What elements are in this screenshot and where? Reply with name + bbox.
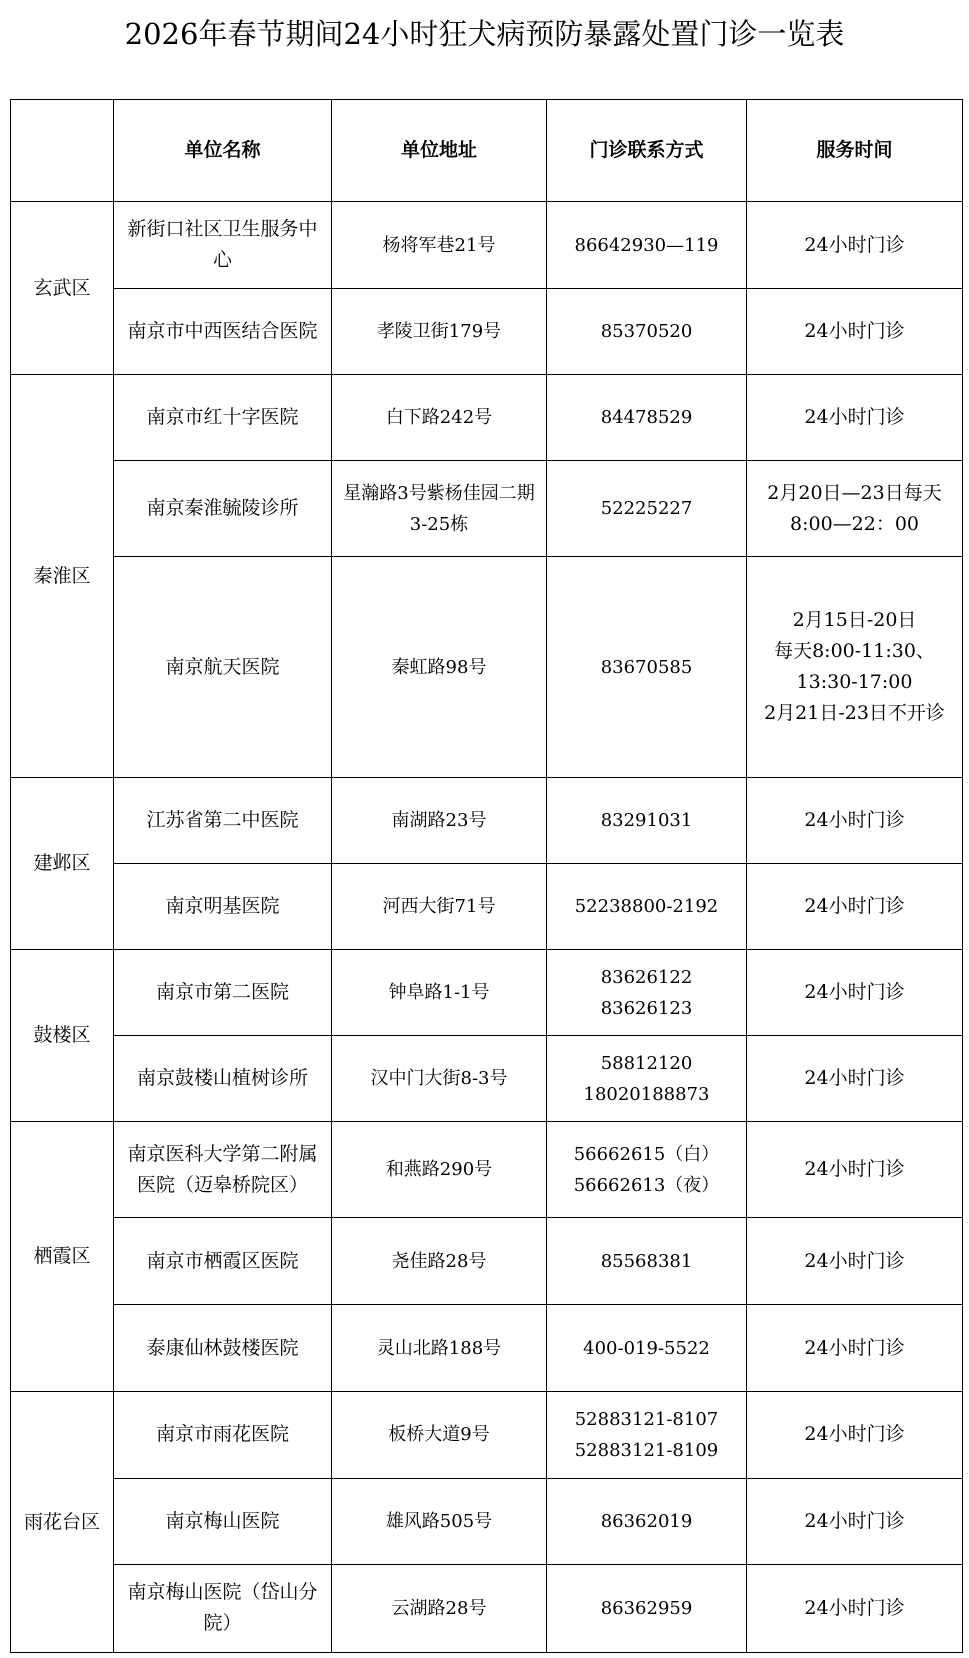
table-row bbox=[11, 461, 963, 557]
table-row bbox=[11, 202, 963, 289]
service-time-line: 24小时门诊 bbox=[804, 1067, 905, 1090]
unit-address-cell: 秦虹路98号 bbox=[332, 557, 547, 778]
clinic-table bbox=[10, 99, 963, 1653]
unit-name-cell: 南京市红十字医院 bbox=[114, 375, 332, 461]
service-time-line: 24小时门诊 bbox=[804, 1509, 905, 1532]
contact-cell bbox=[547, 1036, 747, 1122]
contact-number: 52238800-2192 bbox=[574, 896, 719, 918]
unit-name-cell: 新街口社区卫生服务中心 bbox=[114, 202, 332, 289]
contact-number: 83291031 bbox=[600, 810, 693, 832]
unit-name-cell: 南京秦淮毓陵诊所 bbox=[114, 461, 332, 557]
unit-address-cell: 尧佳路28号 bbox=[332, 1218, 547, 1305]
service-time-line: 2月15日-20日 bbox=[792, 609, 917, 632]
unit-name-cell: 南京梅山医院 bbox=[114, 1478, 332, 1564]
service-time-cell bbox=[747, 1218, 963, 1305]
service-time-line: 2月21日-23日不开诊 bbox=[764, 702, 945, 725]
table-row bbox=[11, 1478, 963, 1564]
service-time-cell bbox=[747, 289, 963, 375]
service-time-line: 24小时门诊 bbox=[804, 1158, 905, 1181]
service-time-cell bbox=[747, 1564, 963, 1652]
table-row bbox=[11, 1564, 963, 1652]
unit-address-cell: 汉中门大街8-3号 bbox=[332, 1036, 547, 1122]
service-time-line: 24小时门诊 bbox=[804, 1336, 905, 1359]
service-time-cell bbox=[747, 557, 963, 778]
district-cell: 鼓楼区 bbox=[11, 950, 114, 1122]
service-time-line: 每天8:00-11:30、13:30-17:00 bbox=[774, 640, 935, 694]
header-row bbox=[11, 100, 963, 202]
service-time-cell bbox=[747, 375, 963, 461]
contact-number: 52883121-8107 bbox=[574, 1408, 719, 1430]
service-time-cell bbox=[747, 202, 963, 289]
contact-cell bbox=[547, 1392, 747, 1478]
contact-number: 85370520 bbox=[600, 321, 693, 343]
contact-number: 52883121-8109 bbox=[574, 1439, 719, 1461]
table-row bbox=[11, 778, 963, 864]
unit-name-cell: 江苏省第二中医院 bbox=[114, 778, 332, 864]
unit-name-cell: 南京市中西医结合医院 bbox=[114, 289, 332, 375]
table-row bbox=[11, 375, 963, 461]
unit-address-cell: 孝陵卫街179号 bbox=[332, 289, 547, 375]
contact-number: 83626122 bbox=[600, 966, 693, 988]
service-time-line: 24小时门诊 bbox=[804, 320, 905, 343]
header-district bbox=[11, 100, 114, 202]
contact-number: 86362019 bbox=[600, 1510, 693, 1532]
unit-address-cell: 灵山北路188号 bbox=[332, 1305, 547, 1392]
header-unit-address: 单位地址 bbox=[332, 100, 547, 202]
contact-cell bbox=[547, 778, 747, 864]
header-service-time: 服务时间 bbox=[747, 100, 963, 202]
contact-number: 85568381 bbox=[600, 1250, 693, 1272]
unit-address-cell: 雄风路505号 bbox=[332, 1478, 547, 1564]
header-contact: 门诊联系方式 bbox=[547, 100, 747, 202]
contact-number: 86362959 bbox=[600, 1597, 693, 1619]
service-time-line: 2月20日—23日每天8:00—22：00 bbox=[767, 481, 942, 535]
contact-number: 56662615（白） bbox=[573, 1143, 720, 1165]
service-time-line: 24小时门诊 bbox=[804, 809, 905, 832]
contact-cell bbox=[547, 1478, 747, 1564]
contact-cell bbox=[547, 202, 747, 289]
unit-name-cell: 南京市第二医院 bbox=[114, 950, 332, 1036]
unit-address-cell: 钟阜路1-1号 bbox=[332, 950, 547, 1036]
unit-name-cell: 南京医科大学第二附属医院（迈皋桥院区） bbox=[114, 1122, 332, 1218]
table-row bbox=[11, 1036, 963, 1122]
table-row bbox=[11, 864, 963, 950]
contact-number: 86642930—119 bbox=[574, 234, 719, 256]
district-cell: 秦淮区 bbox=[11, 375, 114, 778]
service-time-line: 24小时门诊 bbox=[804, 1596, 905, 1619]
contact-cell bbox=[547, 461, 747, 557]
service-time-cell bbox=[747, 864, 963, 950]
unit-address-cell: 白下路242号 bbox=[332, 375, 547, 461]
service-time-cell bbox=[747, 1478, 963, 1564]
service-time-cell bbox=[747, 1122, 963, 1218]
unit-name-cell: 泰康仙林鼓楼医院 bbox=[114, 1305, 332, 1392]
service-time-line: 24小时门诊 bbox=[804, 1249, 905, 1272]
service-time-cell bbox=[747, 461, 963, 557]
contact-number: 56662613（夜） bbox=[573, 1174, 720, 1196]
table-row bbox=[11, 289, 963, 375]
service-time-line: 24小时门诊 bbox=[804, 895, 905, 918]
unit-address-cell: 南湖路23号 bbox=[332, 778, 547, 864]
contact-number: 18020188873 bbox=[583, 1083, 710, 1105]
contact-cell bbox=[547, 375, 747, 461]
contact-number: 52225227 bbox=[600, 498, 693, 520]
unit-address-cell: 板桥大道9号 bbox=[332, 1392, 547, 1478]
unit-name-cell: 南京市栖霞区医院 bbox=[114, 1218, 332, 1305]
contact-cell bbox=[547, 1564, 747, 1652]
contact-cell bbox=[547, 289, 747, 375]
unit-address-cell: 河西大街71号 bbox=[332, 864, 547, 950]
unit-name-cell: 南京鼓楼山植树诊所 bbox=[114, 1036, 332, 1122]
contact-cell bbox=[547, 950, 747, 1036]
header-unit-name: 单位名称 bbox=[114, 100, 332, 202]
table-body bbox=[11, 202, 963, 1653]
unit-address-cell: 杨将军巷21号 bbox=[332, 202, 547, 289]
unit-name-cell: 南京航天医院 bbox=[114, 557, 332, 778]
service-time-cell bbox=[747, 1305, 963, 1392]
district-cell: 玄武区 bbox=[11, 202, 114, 375]
contact-number: 84478529 bbox=[600, 407, 693, 429]
district-cell: 建邺区 bbox=[11, 778, 114, 950]
service-time-line: 24小时门诊 bbox=[804, 981, 905, 1004]
table-row bbox=[11, 557, 963, 778]
contact-number: 58812120 bbox=[600, 1052, 693, 1074]
unit-address-cell: 星瀚路3号紫杨佳园二期3-25栋 bbox=[332, 461, 547, 557]
table-row bbox=[11, 1305, 963, 1392]
unit-name-cell: 南京市雨花医院 bbox=[114, 1392, 332, 1478]
table-row bbox=[11, 1392, 963, 1478]
service-time-cell bbox=[747, 950, 963, 1036]
service-time-cell bbox=[747, 1392, 963, 1478]
table-row bbox=[11, 1218, 963, 1305]
service-time-line: 24小时门诊 bbox=[804, 1423, 905, 1446]
contact-cell bbox=[547, 1218, 747, 1305]
unit-name-cell: 南京明基医院 bbox=[114, 864, 332, 950]
contact-cell bbox=[547, 557, 747, 778]
contact-number: 400-019-5522 bbox=[583, 1337, 710, 1359]
contact-number: 83626123 bbox=[600, 997, 693, 1019]
unit-name-cell: 南京梅山医院（岱山分院） bbox=[114, 1564, 332, 1652]
district-cell: 雨花台区 bbox=[11, 1392, 114, 1653]
unit-address-cell: 云湖路28号 bbox=[332, 1564, 547, 1652]
service-time-line: 24小时门诊 bbox=[804, 233, 905, 256]
page-title: 2026年春节期间24小时狂犬病预防暴露处置门诊一览表 bbox=[124, 17, 845, 51]
contact-number: 83670585 bbox=[600, 656, 693, 678]
contact-cell bbox=[547, 1122, 747, 1218]
contact-cell bbox=[547, 1305, 747, 1392]
table-row bbox=[11, 1122, 963, 1218]
district-cell: 栖霞区 bbox=[11, 1122, 114, 1392]
unit-address-cell: 和燕路290号 bbox=[332, 1122, 547, 1218]
table-row bbox=[11, 950, 963, 1036]
service-time-line: 24小时门诊 bbox=[804, 406, 905, 429]
service-time-cell bbox=[747, 778, 963, 864]
contact-cell bbox=[547, 864, 747, 950]
service-time-cell bbox=[747, 1036, 963, 1122]
